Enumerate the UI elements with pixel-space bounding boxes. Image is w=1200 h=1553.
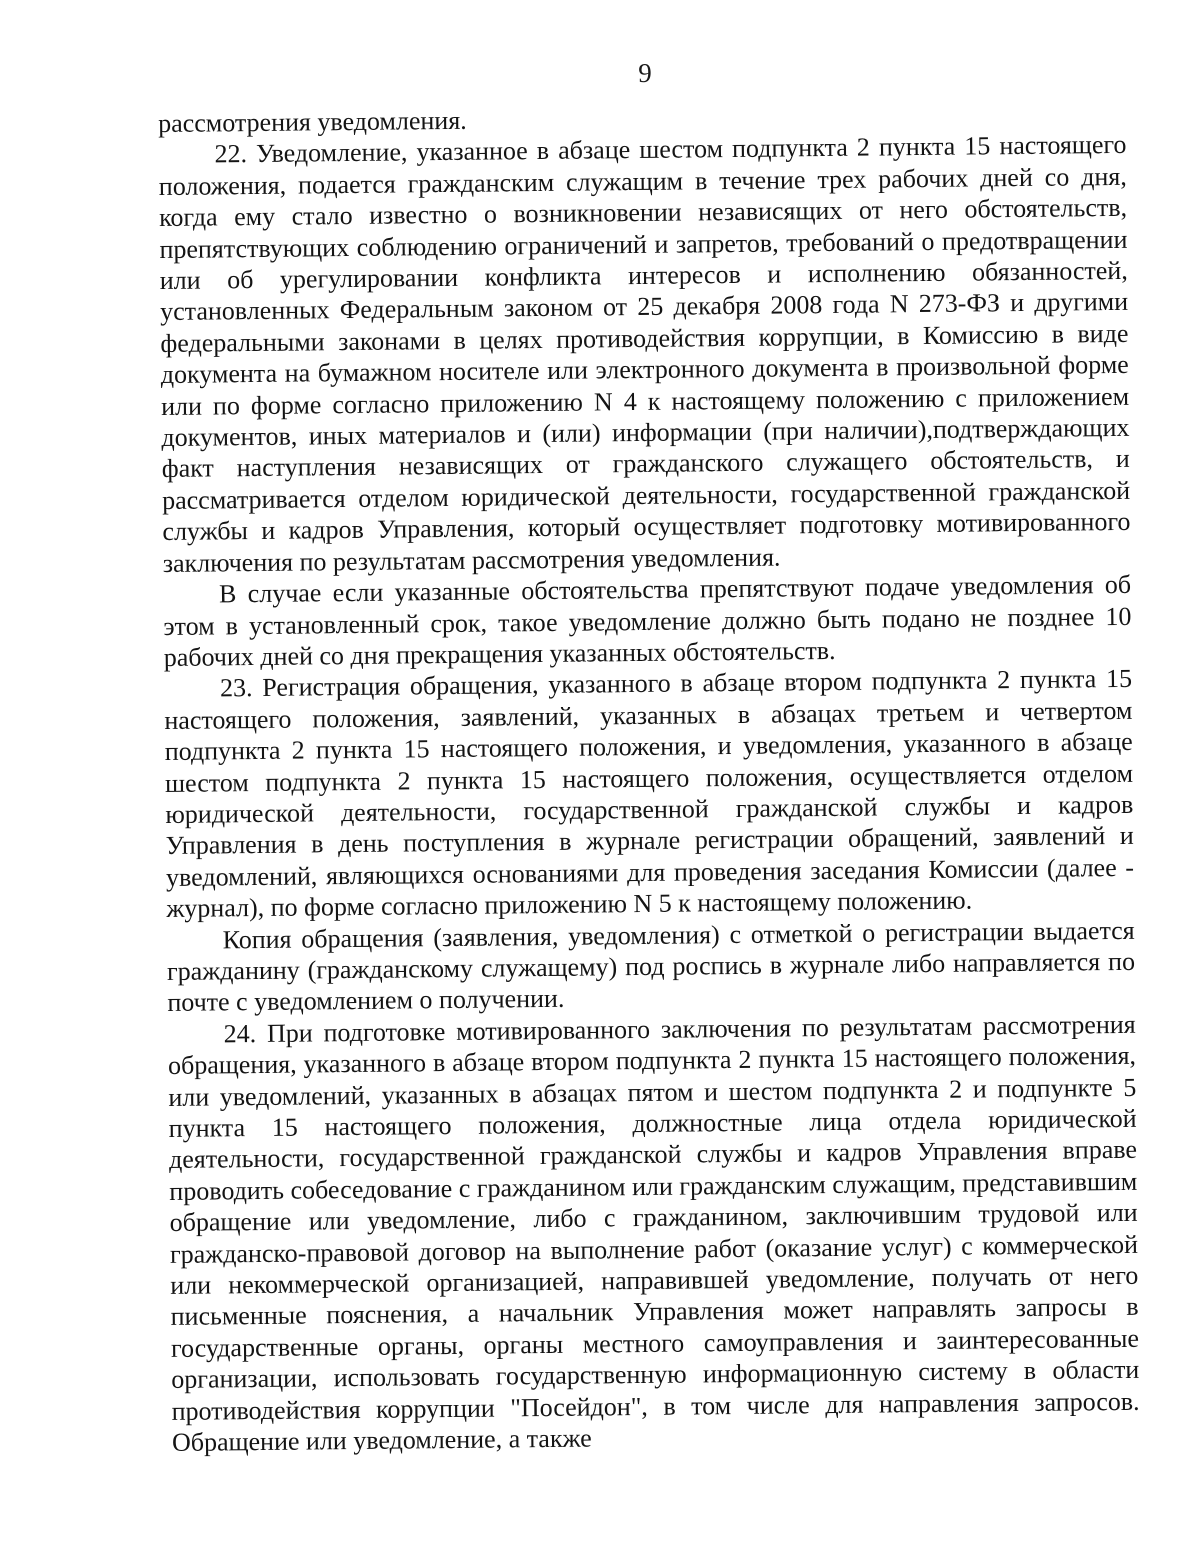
paragraph-23-copy: Копия обращения (заявления, уведомления) с отметкой о регистрации выдается гражданину (гражданскому служащему) под роспись в журнале либо направляется по почте с уведомлением о получении. — [166, 915, 1136, 1018]
page-number: 9 — [638, 58, 652, 88]
paragraph-22: 22. Уведомление, указанное в абзаце шестом подпункта 2 пункта 15 настоящего положения, подается гражданским служащим в течение трех рабочих дней со дня, когда ему стало известно о возникновении независящих от него обстоятельств, препятствующих соблюдению ограничений и запретов, требований о предотвращении или об урегулировании конфликта интересов и исполнению обязанностей, установленных Федеральным законом от 25 декабря 2008 года N 273-ФЗ и другими федеральными законами в целях противодействия коррупции, в Комиссию в виде документа на бумажном носителе или электронного документа в произвольной форме или по форме согласно приложению N 4 к настоящему положению с приложением документов, иных материалов и (или) информации (при наличии),подтверждающих факт наступления независящих от гражданского служащего обстоятельств, и рассматривается отделом юридической деятельности, государственной гражданской службы и кадров Управления, который осуществляет подготовку мотивированного заключения по результатам рассмотрения уведомления. — [158, 130, 1131, 578]
paragraph-22-deadline: В случае если указанные обстоятельства препятствуют подаче уведомления об этом в установленный срок, такое уведомление должно быть подано не позднее 10 рабочих дней со дня прекращения указанных обстоятельств. — [163, 569, 1132, 672]
document-body — [158, 98, 1140, 1459]
paragraph-24: 24. При подготовке мотивированного заключения по результатам рассмотрения обращения, указанного в абзаце втором подпункта 2 пункта 15 настоящего положения, или уведомлений, указанных в абзацах пятом и шестом подпункта 2 и подпункте 5 пункта 15 настоящего положения, должностные лица отдела юридической деятельности, государственной гражданской службы и кадров Управления вправе проводить собеседование с гражданином или гражданским служащим, представившим обращение или уведомление, либо с гражданином, заключившим трудовой или гражданско-правовой договор на выполнение работ (оказание услуг) с коммерческой или некоммерческой организацией, направившей уведомление, получать от него письменные пояснения, а начальник Управления может направлять запросы в государственные органы, органы местного самоуправления и заинтересованные организации, использовать государственную информационную систему в области противодействия коррупции "Посейдон", в том числе для направления запросов. Обращение или уведомление, а также — [167, 1009, 1140, 1457]
paragraph-23: 23. Регистрация обращения, указанного в абзаце втором подпункта 2 пункта 15 настоящего положения, заявлений, указанных в абзацах третьем и четвертом подпункта 2 пункта 15 настоящего положения, и уведомления, указанного в абзаце шестом подпункта 2 пункта 15 настоящего положения, осуществляется отделом юридической деятельности, государственной гражданской службы и кадров Управления в день поступления в журнале регистрации обращений, заявлений и уведомлений, являющихся основаниями для проведения заседания Комиссии (далее - журнал), по форме согласно приложению N 5 к настоящему положению. — [164, 664, 1135, 924]
paragraph-continuation: рассмотрения уведомления. — [158, 105, 467, 138]
